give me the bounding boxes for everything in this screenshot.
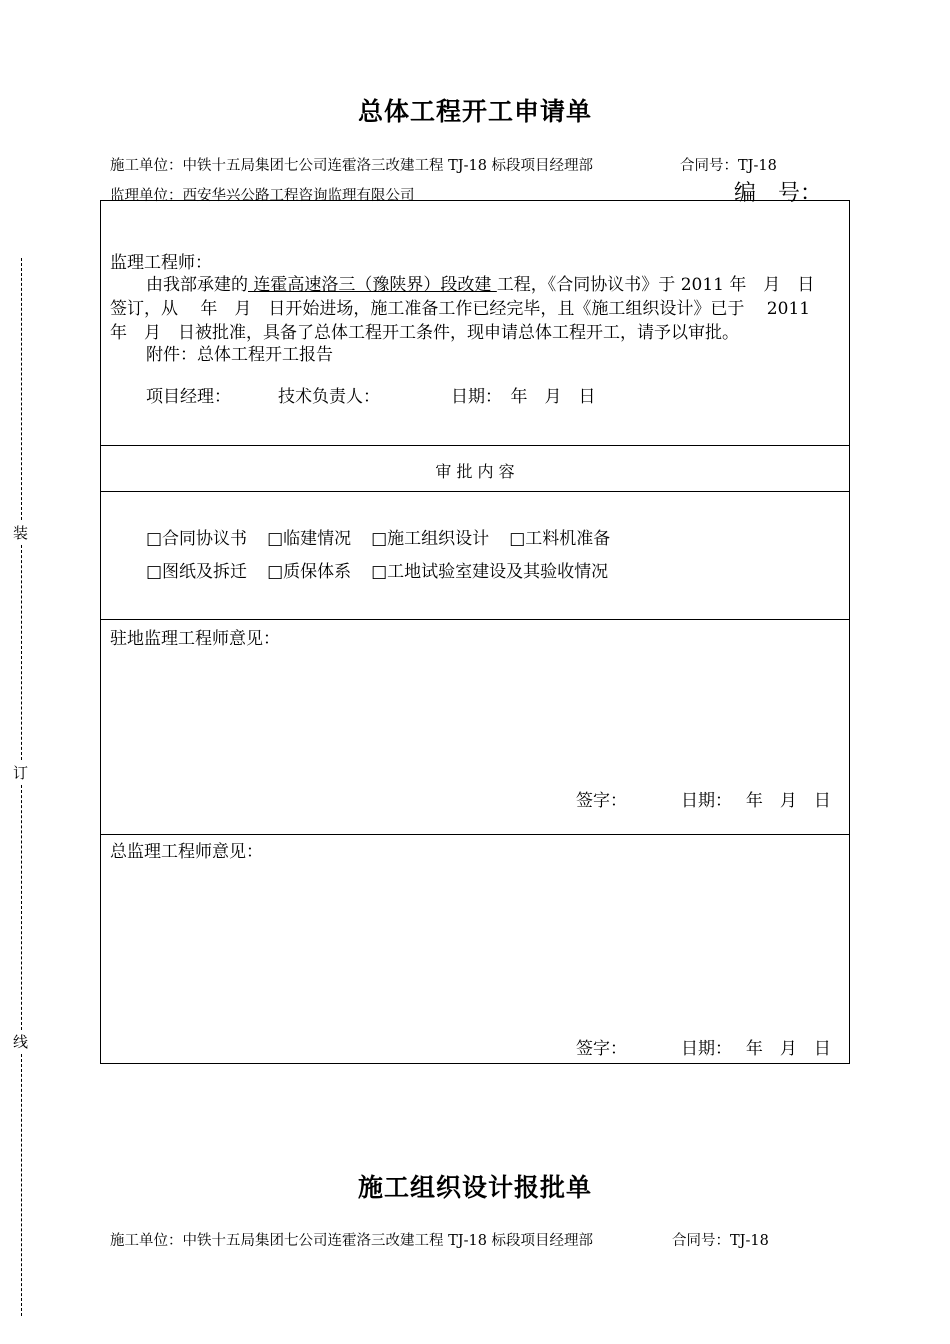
checkbox-temporary-facilities[interactable]: □临建情况	[267, 529, 352, 549]
dashed-line	[21, 545, 22, 760]
chief-supervisor-opinion-label: 总监理工程师意见：	[110, 842, 263, 862]
attachment-note: 附件：总体工程开工报告	[146, 345, 333, 365]
divider	[101, 491, 849, 492]
divider	[101, 834, 849, 835]
contract-number: 合同号：TJ-18	[680, 158, 777, 174]
project-name: 连霍高速洛三（豫陕界）段改建	[248, 275, 497, 295]
dashed-line	[21, 785, 22, 1030]
construction-unit: 施工单位：中铁十五局集团七公司连霍洛三改建工程 TJ-18 标段项目经理部	[110, 158, 594, 174]
divider	[101, 619, 849, 620]
checkbox-materials-preparation[interactable]: □工料机准备	[509, 529, 611, 549]
form2-title: 施工组织设计报批单	[357, 1173, 592, 1202]
supervision-unit: 监理单位：西安华兴公路工程咨询监理有限公司	[110, 188, 415, 204]
resident-supervisor-opinion-label: 驻地监理工程师意见：	[110, 629, 280, 649]
dashed-line	[21, 258, 22, 520]
review-content-header: 审 批 内 容	[435, 462, 515, 481]
application-paragraph-line3: 年 月 日被批准，具备了总体工程开工条件，现申请总体工程开工，请予以审批。	[110, 323, 739, 343]
review-checklist-row1	[146, 524, 630, 549]
addressee: 监理工程师：	[110, 253, 212, 273]
chief-signature-label: 签字：	[576, 1039, 627, 1059]
binding-char-zhuang: 装	[13, 524, 29, 542]
technical-lead-signature: 技术负责人：	[278, 387, 380, 407]
binding-char-xian: 线	[13, 1033, 29, 1051]
form1-title: 总体工程开工申请单	[357, 97, 592, 126]
form2-contract-number: 合同号：TJ-18	[672, 1233, 769, 1249]
review-checklist-row2	[146, 557, 628, 582]
resident-signature-label: 签字：	[576, 791, 627, 811]
chief-signature-date: 日期： 年 月 日	[681, 1039, 831, 1059]
serial-number-label: 编 号：	[734, 181, 823, 206]
para-prefix: 由我部承建的	[146, 275, 248, 295]
checkbox-site-laboratory[interactable]: □工地试验室建设及其验收情况	[371, 562, 609, 582]
checkbox-construction-design[interactable]: □施工组织设计	[371, 529, 490, 549]
form2-construction-unit: 施工单位：中铁十五局集团七公司连霍洛三改建工程 TJ-18 标段项目经理部	[110, 1233, 594, 1249]
resident-signature-date: 日期： 年 月 日	[681, 791, 831, 811]
application-paragraph-line2: 签订，从 年 月 日开始进场，施工准备工作已经完毕，且《施工组织设计》已于 2011	[110, 299, 811, 319]
application-paragraph-line1	[146, 270, 814, 295]
divider	[101, 445, 849, 446]
application-form	[100, 200, 850, 1064]
checkbox-quality-system[interactable]: □质保体系	[267, 562, 352, 582]
application-date: 日期： 年 月 日	[451, 387, 596, 407]
checkbox-contract-agreement[interactable]: □合同协议书	[146, 529, 248, 549]
para-line1-rest: 工程，《合同协议书》于 2011 年 月 日	[496, 275, 815, 295]
checkbox-drawings-demolition[interactable]: □图纸及拆迁	[146, 562, 248, 582]
binding-char-ding: 订	[13, 764, 29, 782]
project-manager-signature: 项目经理：	[146, 387, 231, 407]
